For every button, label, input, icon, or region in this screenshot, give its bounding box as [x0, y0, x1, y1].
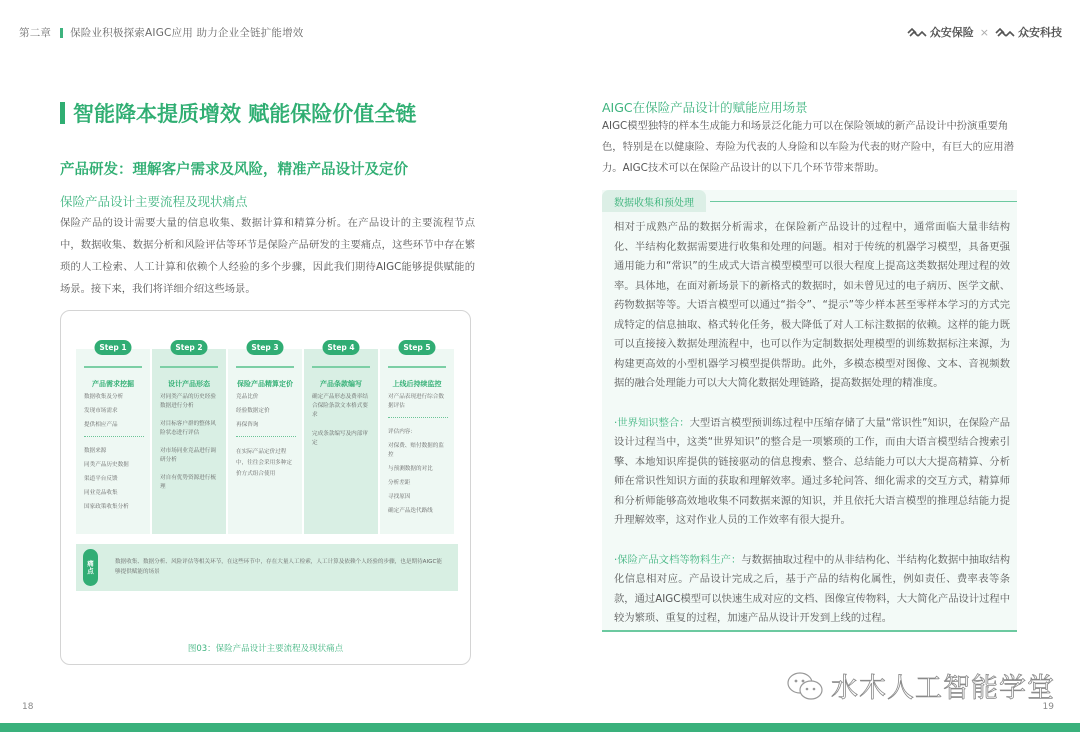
- paragraph-highlight: ·世界知识整合：: [614, 416, 690, 429]
- footer-bar: [0, 723, 1080, 732]
- watermark-text: 水木人工智能学堂: [831, 673, 1055, 704]
- step-item: 对自有优势资源进行梳理: [160, 475, 216, 490]
- paragraph-text: 与数据抽取过程中的从非结构化、半结构化数据中抽取结构化信息相对应。产品设计完成之后，基于产品的结构化属性，例如责任、费率表等条款，通过AIGC模型可以快速生成对应的文档、图像宣传物料，大大简化产品设计过程中较为繁琐、重复的过程，加速产品从设计开发到上线的过程。: [614, 553, 1010, 624]
- step-column-5: [380, 343, 454, 534]
- step-badge: Step 4: [323, 340, 360, 355]
- running-header: [19, 25, 304, 40]
- step-badge: Step 3: [247, 340, 284, 355]
- scenario-body: [614, 218, 1010, 649]
- step-title: 产品需求挖掘: [92, 380, 134, 388]
- steps-row: [76, 343, 454, 534]
- step-badge: Step 1: [95, 340, 132, 355]
- step-badge: Step 5: [399, 340, 436, 355]
- pain-point-text: 数据收集、数据分析、风险评估等相关环节，在这些环节中，存在大量人工检索，人工计算及依赖个人经验的步骤，也是期待AIGC能够提供赋能的场景: [115, 559, 442, 575]
- main-title: [60, 98, 416, 128]
- scenario-paragraph-document-generation: [614, 551, 1010, 629]
- step-item: 对市场同业竞品进行调研分析: [160, 448, 216, 463]
- step-item: 经验数据定价: [236, 408, 270, 414]
- step-item: 竞品比价: [236, 394, 259, 400]
- step-column-3: [228, 343, 302, 534]
- step-item: 完成条款编写及内部审定: [312, 431, 368, 446]
- scenario-tab: 数据收集和预处理: [602, 190, 706, 212]
- logo-left-text: 众安保险: [929, 26, 974, 39]
- page-number-right: 19: [1042, 702, 1054, 712]
- step-item: 分析差距: [388, 480, 411, 486]
- step-item: 提供相应产品: [84, 422, 118, 428]
- right-intro-paragraph: AIGC模型独特的样本生成能力和场景泛化能力可以在保险领域的新产品设计中扮演重要角色，特别是在以健康险、寿险为代表的人身险和以车险为代表的财产险中，有巨大的应用潜力。AIGC技术可以在保险产品设计的以下几个环节带来帮助。: [602, 120, 1014, 174]
- step-divider: [84, 366, 142, 368]
- step-item: 确定产品形态及费率结合保险条款文本格式要求: [312, 394, 368, 418]
- step-item: 再保咨询: [236, 422, 259, 428]
- section-title: 保险产品设计主要流程及现状痛点: [60, 194, 248, 209]
- page-number-left: 18: [22, 702, 34, 712]
- paragraph-text: 相对于成熟产品的数据分析需求，在保险新产品设计的过程中，通常面临大量非结构化、半结构化数据需要进行收集和处理的问题。相对于传统的机器学习模型，具备更强通用能力和“常识”的生成式大语言模型模型可以很大程度上提高这类数据处理过程的效率。具体地，在面对新场景下的新格式的数据时，如未曾见过的电子病历、医学文献、药物数据等等。大语言模型可以通过“指令”、“提示”等少样本甚至零样本学习的方式完成特定的信息抽取、格式转化任务，极大降低了对人工标注数据的依赖。这样的能力既可以直接接入数据处理流程中，也可以作为定制数据处理模型的训练数据标注来源，为构建更高效的小型机器学习模型提供帮助。此外，多模态模型对图像、文本、音视频数据的融合处理能力可以大大简化数据处理链路，提高数据处理的精准度。: [614, 221, 1010, 389]
- right-section-title: AIGC在保险产品设计的赋能应用场景: [602, 100, 808, 115]
- step-item: 渠道平台反馈: [84, 476, 118, 482]
- step-item: 对目标客户群的整体风险状态进行评估: [160, 421, 216, 436]
- step-item: 同业竞品收集: [84, 490, 118, 496]
- step-title: 设计产品形态: [168, 380, 210, 388]
- scenario-paragraph-world-knowledge: [614, 414, 1010, 531]
- step-item: 国家政策收集分析: [84, 504, 129, 510]
- step-column-2: [152, 343, 226, 534]
- main-title-text: 智能降本提质增效 赋能保险价值全链: [73, 102, 417, 126]
- watermark: [785, 666, 1055, 705]
- paragraph-highlight: ·保险产品文档等物料生产：: [614, 553, 742, 566]
- step-title: 上线后持续监控: [392, 380, 442, 388]
- divider-bar: [60, 28, 63, 38]
- dotted-separator: [236, 436, 296, 437]
- step-divider: [236, 366, 294, 368]
- zhongan-mark-icon: [907, 26, 927, 38]
- wechat-icon: [785, 670, 825, 702]
- step-item: 对同类产品的历史经验数据进行分析: [160, 394, 216, 409]
- step-item: 同类产品历史数据: [84, 462, 129, 468]
- step-item: 寻找原因: [388, 494, 411, 500]
- figure-caption: 图03：保险产品设计主要流程及现状痛点: [187, 644, 344, 654]
- step-divider: [312, 366, 370, 368]
- step-item: 对产品表现进行综合数据评估: [388, 394, 444, 409]
- pain-point-banner: [76, 544, 458, 591]
- logo-right-text: 众安科技: [1018, 26, 1062, 39]
- pain-point-tag: 痛点: [83, 549, 98, 586]
- step-item: 发现市场需求: [84, 408, 118, 414]
- step-column-1: [76, 343, 150, 534]
- step-item: 数据来源: [84, 448, 107, 454]
- tab-rule: [710, 201, 1017, 202]
- step-item: 数据收集及分析: [84, 394, 124, 400]
- header-logos: [907, 24, 1062, 40]
- logo-separator: ×: [979, 25, 989, 39]
- dotted-separator: [388, 417, 448, 418]
- dotted-separator: [84, 436, 144, 437]
- step-divider: [388, 366, 446, 368]
- sub-title: 产品研发：理解客户需求及风险，精准产品设计及定价: [60, 162, 408, 178]
- zhongan-mark-icon: [995, 26, 1015, 38]
- paragraph-text: 大型语言模型预训练过程中压缩存储了大量“常识性”知识，在保险产品设计过程当中，这类“世界知识”的整合是一项繁琐的工作，而由大语言模型结合搜索引擎、本地知识库提供的链接驱动的信息搜索、整合、总结能力可以大大提高精算、分析师在常识性知识方面的获取和理解效率。通过多轮问答、细化需求的交互方式，精算师和分析师能够高效地收集不同数据来源的知识，并且依托大语言模型的推理总结能力提升理解效率，这对作业人员的工作效率有很大提升。: [614, 416, 1010, 526]
- running-title: 保险业积极探索AIGC应用 助力企业全链扩能增效: [70, 27, 304, 39]
- process-figure: [60, 310, 471, 665]
- step-title: 保险产品精算定价: [237, 380, 293, 388]
- scenario-paragraph-data-processing: [614, 218, 1010, 394]
- logo-zhongan-insurance: [907, 24, 974, 40]
- logo-zhongan-tech: [995, 24, 1062, 40]
- title-bar: [60, 102, 65, 124]
- step-item: 对保费、赔付数据的监控: [388, 443, 444, 458]
- step-divider: [160, 366, 218, 368]
- step-item: 与预测数据的对比: [388, 466, 433, 472]
- step-item: 评估内容：: [388, 429, 416, 435]
- chapter-label: 第二章: [19, 27, 52, 39]
- step-column-4: [304, 343, 378, 534]
- step-item: 确定产品迭代路线: [388, 508, 433, 514]
- step-badge: Step 2: [171, 340, 208, 355]
- intro-paragraph: 保险产品的设计需要大量的信息收集、数据计算和精算分析。在产品设计的主要流程节点中，数据收集、数据分析和风险评估等环节是保险产品研发的主要痛点，这些环节中存在繁琐的人工检索、人工计算和依赖个人经验的多个步骤，因此我们期待AIGC能够提供赋能的场景。接下来，我们将详细介绍这些场景。: [60, 217, 475, 295]
- step-item: 在实际产品定价过程中，往往会采用多种定价方式组合使用: [236, 449, 292, 477]
- step-title: 产品条款编写: [320, 380, 362, 388]
- scenario-box: [602, 190, 1017, 632]
